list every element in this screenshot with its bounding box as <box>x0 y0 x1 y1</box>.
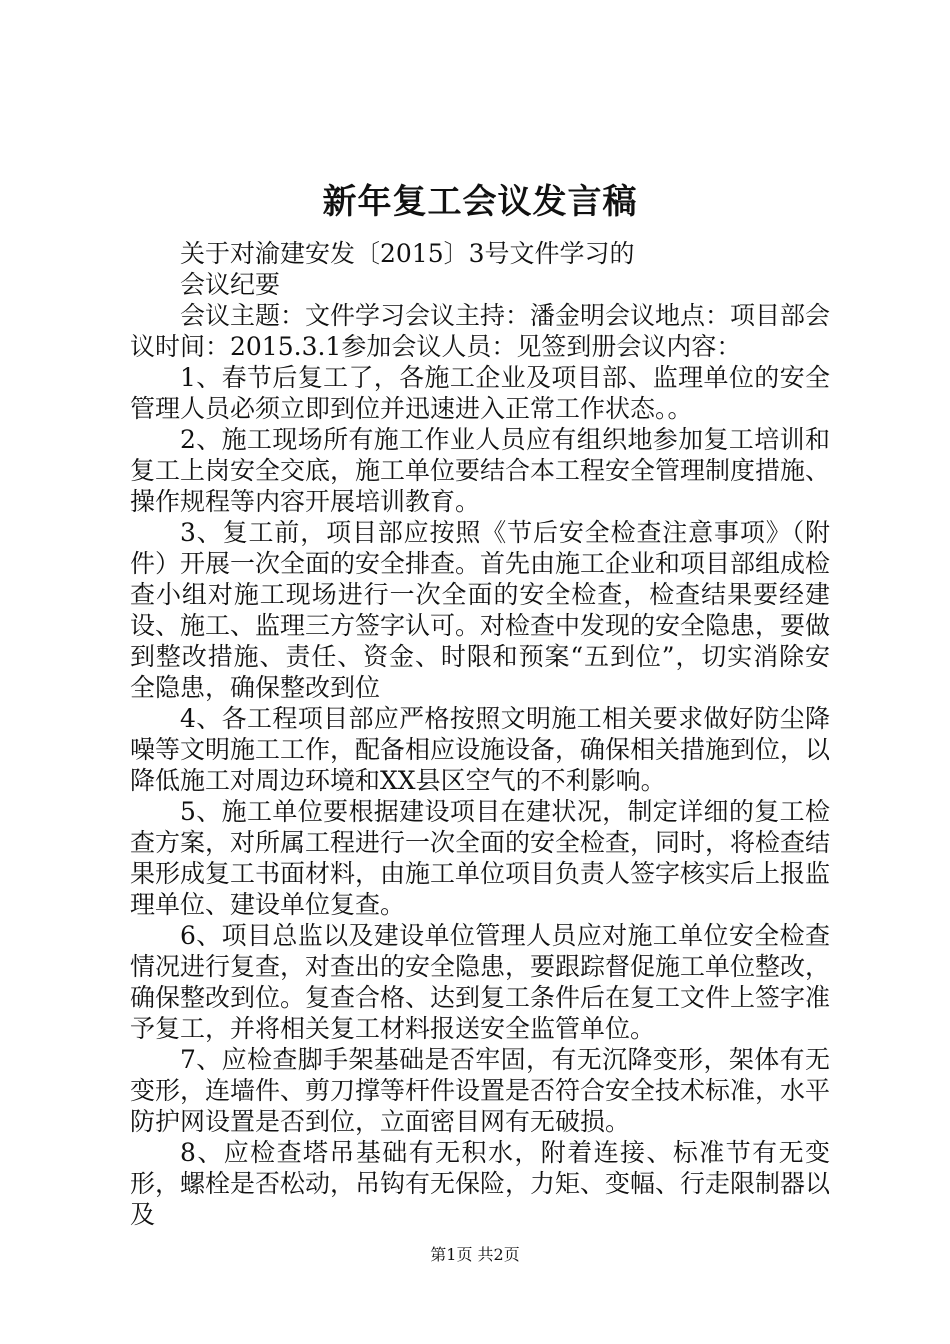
paragraph-3: 3、复工前，项目部应按照《节后安全检查注意事项》（附件）开展一次全面的安全排查。首先由施工企业和项目部组成检查小组对施工现场进行一次全面的安全检查，检查结果要经建设、施工、监理三方签字认可。对检查中发现的安全隐患，要做到整改措施、责任、资金、时限和预案“五到位”，切实消除安全隐患，确保整改到位 <box>130 518 831 702</box>
paragraph-8: 8、应检查塔吊基础有无积水，附着连接、标准节有无变形，螺栓是否松动，吊钩有无保险，力矩、变幅、行走限制器以及 <box>130 1138 831 1229</box>
document-page <box>130 180 830 1230</box>
paragraph-2: 2、施工现场所有施工作业人员应有组织地参加复工培训和复工上岗安全交底，施工单位要结合本工程安全管理制度措施、操作规程等内容开展培训教育。 <box>130 425 831 516</box>
subtitle-line-1: 关于对渝建安发〔2015〕3号文件学习的 <box>180 239 635 268</box>
meeting-meta: 会议主题：文件学习会议主持：潘金明会议地点：项目部会议时间：2015.3.1参加会议人员：见签到册会议内容： <box>130 301 831 361</box>
page-footer: 第1页 共2页 <box>430 1245 520 1264</box>
paragraph-5: 5、施工单位要根据建设项目在建状况，制定详细的复工检查方案，对所属工程进行一次全面的安全检查，同时，将检查结果形成复工书面材料，由施工单位项目负责人签字核实后上报监理单位、建设单位复查。 <box>130 797 831 919</box>
paragraph-7: 7、应检查脚手架基础是否牢固，有无沉降变形，架体有无变形，连墙件、剪刀撑等杆件设置是否符合安全技术标准，水平防护网设置是否到位，立面密目网有无破损。 <box>130 1045 831 1136</box>
paragraph-4: 4、各工程项目部应严格按照文明施工相关要求做好防尘降噪等文明施工工作，配备相应设施设备，确保相关措施到位，以降低施工对周边环境和XX县区空气的不利影响。 <box>130 704 831 795</box>
subtitle-line-2: 会议纪要 <box>180 270 281 299</box>
document-title: 新年复工会议发言稿 <box>322 182 638 222</box>
paragraph-1: 1、春节后复工了，各施工企业及项目部、监理单位的安全管理人员必须立即到位并迅速进入正常工作状态。。 <box>130 363 830 423</box>
paragraph-6: 6、项目总监以及建设单位管理人员应对施工单位安全检查情况进行复查，对查出的安全隐患，要跟踪督促施工单位整改，确保整改到位。复查合格、达到复工条件后在复工文件上签字准予复工，并将相关复工材料报送安全监管单位。 <box>130 921 831 1043</box>
